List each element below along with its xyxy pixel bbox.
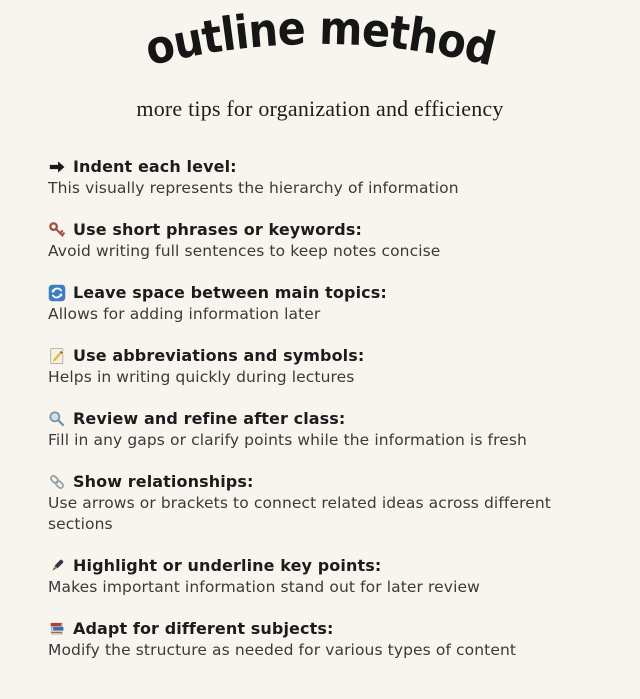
tip-description: This visually represents the hierarchy of information (48, 179, 459, 197)
list-item (48, 219, 592, 262)
list-item (48, 618, 592, 661)
list-item (48, 471, 592, 535)
header (0, 0, 640, 122)
tip-description: Fill in any gaps or clarify points while the information is fresh (48, 431, 527, 449)
tip-heading-row (48, 282, 592, 304)
arrow-right-icon (48, 158, 66, 176)
page-title-text: outline method (140, 0, 504, 77)
tip-heading-row (48, 408, 592, 430)
tip-description: Allows for adding information later (48, 305, 321, 323)
tip-heading-text: Highlight or underline key points: (73, 556, 382, 575)
list-item (48, 156, 592, 199)
link-icon (48, 473, 66, 491)
list-item (48, 345, 592, 388)
svg-text:outline method (140, 0, 504, 77)
tip-heading-row (48, 345, 592, 367)
list-item (48, 408, 592, 451)
tip-heading-row (48, 156, 592, 178)
tip-heading-row (48, 618, 592, 640)
tip-heading-text: Indent each level: (73, 157, 237, 176)
page-subtitle: more tips for organization and efficiency (136, 96, 504, 121)
key-icon (48, 221, 66, 239)
tip-heading-row (48, 219, 592, 241)
tip-description: Avoid writing full sentences to keep notes concise (48, 242, 441, 260)
tip-heading-text: Use abbreviations and symbols: (73, 346, 365, 365)
tip-heading-row (48, 555, 592, 577)
tip-description: Helps in writing quickly during lectures (48, 368, 355, 386)
pen-icon (48, 557, 66, 575)
tip-heading-text: Adapt for different subjects: (73, 619, 334, 638)
magnifying-glass-icon (48, 410, 66, 428)
tip-description: Makes important information stand out for later review (48, 578, 480, 596)
list-item (48, 555, 592, 598)
refresh-arrows-icon (48, 284, 66, 302)
tip-heading-text: Leave space between main topics: (73, 283, 387, 302)
list-item (48, 282, 592, 325)
tips-list (0, 122, 640, 661)
tip-heading-text: Show relationships: (73, 472, 254, 491)
tip-heading-text: Use short phrases or keywords: (73, 220, 362, 239)
books-icon (48, 620, 66, 638)
tip-description: Use arrows or brackets to connect related ideas across different sections (48, 494, 551, 533)
memo-pencil-icon (48, 347, 66, 365)
tip-heading-row (48, 471, 592, 493)
tip-description: Modify the structure as needed for various types of content (48, 641, 517, 659)
tip-heading-text: Review and refine after class: (73, 409, 346, 428)
